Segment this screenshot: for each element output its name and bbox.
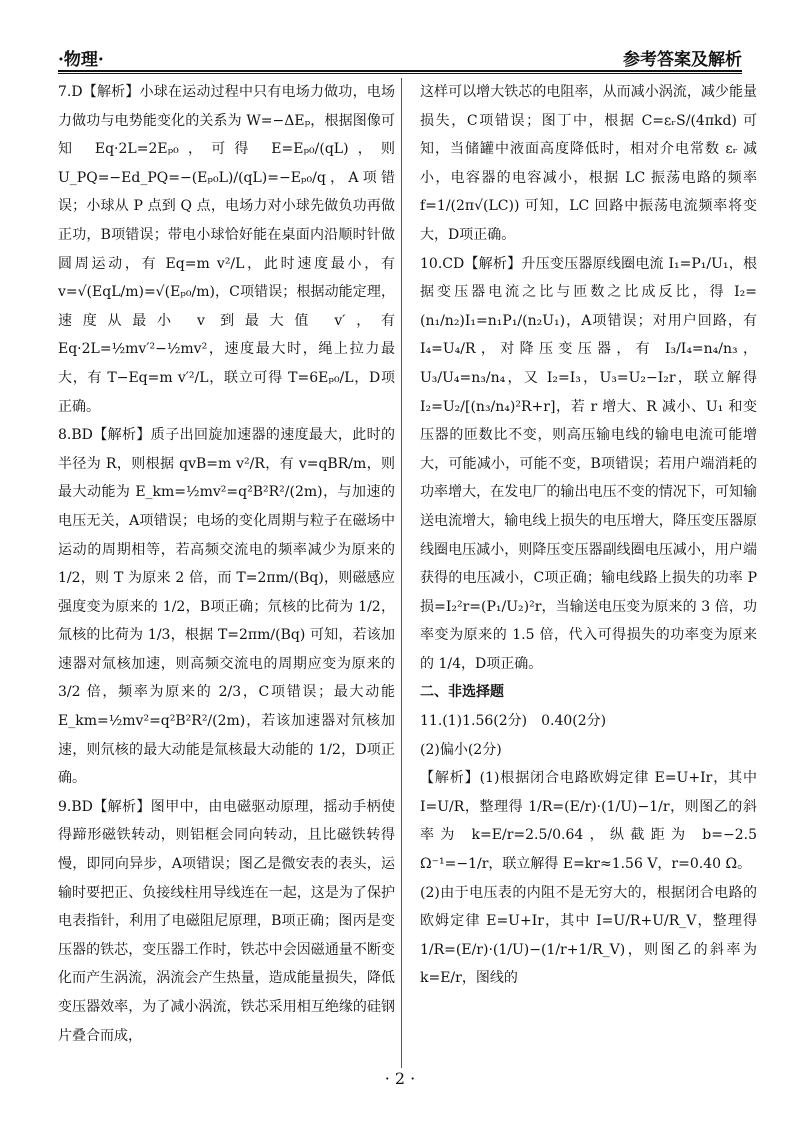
page-header [58,36,742,70]
page-number: · 2 · [384,1069,416,1088]
answer-11-analysis-2: (2)由于电压表的内阻不是无穷大的，根据闭合电路的欧姆定律 E=U+Ir，其中 I=U/R+U/R_V，整理得 1/R=(E/r)·(1/U)−(1/r+1/R_V)，则图乙的斜率为 k=E/r，图线的 [420,884,757,987]
answer-7: 7.D【解析】小球在运动过程中只有电场力做功，电场力做功与电势能变化的关系为 W=−ΔEₚ，根据图像可知 Eq·2L=2Eₚ₀，可得 E=Eₚ₀/(qL)，则 U_PQ=−Ed_PQ=−(Eₚ₀L)/(qL)=−Eₚ₀/q，A项错误；小球从 P 点到 Q 点，电场力对小球先做负功再做正功，B项错误；带电小球恰好能在桌面内沿顺时针做圆周运动，有 Eq=m v²/L，此时速度最小，有 v=√(EqL/m)=√(Eₚ₀/m)，C项错误；根据动能定理，速度从最小 v 到最大值 v′，有 Eq·2L=½mv′²−½mv²，速度最大时，绳上拉力最大，有 T−Eq=m v′²/L，联立可得 T=6Eₚ₀/L，D项正确。 [58,84,395,415]
header-rule-thin [58,73,742,74]
answer-10: 10.CD【解析】升压变压器原线圈电流 I₁=P₁/U₁，根据变压器电流之比与匝数之比成反比，得 I₂=(n₁/n₂)I₁=n₁P₁/(n₂U₁)，A项错误；对用户回路，有 I₄=U₄/R，对降压变压器，有 I₃/I₄=n₄/n₃，U₃/U₄=n₃/n₄，又 I₂=I₃，U₃=U₂−I₂r，联立解得 I₂=U₂/[(n₃/n₄)²R+r]，若 r 增大、R 减小、U₁ 和变压器的匝数比不变，则高压输电线的输电电流可能增大，可能减小，可能不变，B项错误；若用户端消耗的功率增大，在发电厂的输出电压不变的情况下，可知输送电流增大，输电线上损失的电压增大，降压变压器原线圈电压减小，则降压变压器副线圈电压减小，用户端获得的电压减小，C项正确；输电线路上损失的功率 P损=I₂²r=(P₁/U₂)²r，当输送电压变为原来的 3 倍，功率变为原来的 1.5 倍，代入可得损失的功率变为原来的 1/4，D项正确。 [420,255,757,672]
answer-8: 8.BD【解析】质子出回旋加速器的速度最大，此时的半径为 R，则根据 qvB=m v²/R，有 v=qBR/m，则最大动能为 E_km=½mv²=q²B²R²/(2m)，与加速的电压无关，A项错误；电场的变化周期与粒子在磁场中运动的周期相等，若高频交流电的频率减少为原来的 1/2，则 T 为原来 2 倍，而 T=2πm/(Bq)，则磁感应强度变为原来的 1/2，B项正确；氘核的比荷为 1/2，氚核的比荷为 1/3，根据 T=2πm/(Bq) 可知，若该加速器对氚核加速，则高频交流电的周期应变为原来的 3/2 倍，频率为原来的 2/3，C项错误；最大动能 E_km=½mv²=q²B²R²/(2m)，若该加速器对氘核加速，则氘核的最大动能是氚核最大动能的 1/2，D项正确。 [58,427,395,787]
answer-11-analysis-1: 【解析】(1)根据闭合电路欧姆定律 E=U+Ir，其中 I=U/R，整理得 1/R=(E/r)·(1/U)−1/r，则图乙的斜率为 k=E/r=2.5/0.64，纵截距为 b=−2.5 Ω⁻¹=−1/r，联立解得 E=kr≈1.56 V，r=0.40 Ω。 [420,770,757,873]
left-column [58,78,395,1050]
subject-label: ·物理· [58,50,104,70]
header-rule [58,70,742,72]
answer-11-part2: (2)偏小(2分) [420,741,502,758]
answer-11-part1: 11.(1)1.56(2分) 0.40(2分) [420,713,607,730]
section-heading: 二、非选择题 [420,684,504,701]
answer-9: 9.BD【解析】图甲中，由电磁驱动原理，摇动手柄使得蹄形磁铁转动，则铝框会同向转动，且比磁铁转得慢，即同向异步，A项错误；图乙是微安表的表头，运输时要把正、负接线柱用导线连在一起，这是为了保护电表指针，利用了电磁阻尼原理，B项正确；图丙是变压器的铁芯，变压器工作时，铁芯中会因磁通量不断变化而产生涡流，涡流会产生热量，造成能量损失，降低变压器效率，为了减小涡流，铁芯采用相互绝缘的硅钢片叠合而成， [58,798,395,1044]
header-title: 参考答案及解析 [623,50,742,70]
column-divider [401,78,402,1068]
right-column [420,78,757,993]
answer-9-continued: 这样可以增大铁芯的电阻率，从而减小涡流，减少能量损失，C项错误；图丁中，根据 C=εᵣS/(4πkd) 可知，当储罐中液面高度降低时，相对介电常数 εᵣ 减小，电容器的电容减小，根据 LC 振荡电路的频率 f=1/(2π√(LC)) 可知，LC 回路中振荡电流频率将变大，D项正确。 [420,84,757,243]
